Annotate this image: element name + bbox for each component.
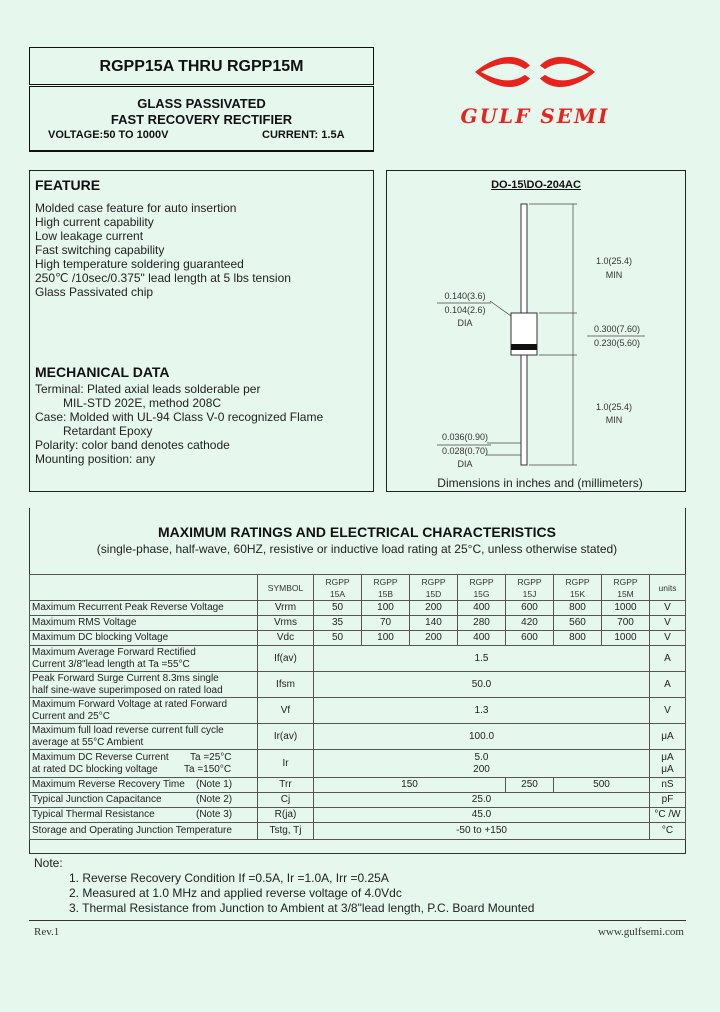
part-header: RGPP 15D bbox=[410, 575, 458, 601]
note-item: 1. Reverse Recovery Condition If =0.5A, Ir =1.0A, Irr =0.25A bbox=[69, 871, 389, 885]
note-item: 3. Thermal Resistance from Junction to Ambient at 3/8"lead length, P.C. Board Mounted bbox=[69, 901, 535, 915]
gulf-semi-logo bbox=[455, 48, 615, 128]
logo-text: GULF SEMI bbox=[460, 104, 610, 128]
symbol-header: SYMBOL bbox=[258, 575, 314, 601]
mechanical-line: MIL-STD 202E, method 208C bbox=[63, 396, 222, 410]
dim-body-len-min: 0.230(5.60) bbox=[593, 338, 641, 348]
table-row: Storage and Operating Junction Temperature Tstg, Tj -50 to +150 °C bbox=[30, 823, 686, 840]
dim-lead-bottom-note: MIN bbox=[605, 415, 623, 425]
dim-body-dia-max: 0.140(3.6) bbox=[444, 291, 486, 301]
dim-lead-dia-min: 0.028(0.70) bbox=[441, 446, 489, 456]
part-range-title: RGPP15A THRU RGPP15M bbox=[99, 58, 304, 75]
part-header: RGPP 15G bbox=[458, 575, 506, 601]
title-box bbox=[29, 47, 374, 85]
table-row: Typical Thermal Resistance (Note 3) R(ja) 45.0 °C /W bbox=[30, 808, 686, 823]
mechanical-line: Case: Molded with UL-94 Class V-0 recognized Flame bbox=[35, 410, 324, 424]
table-row: Maximum DC blocking Voltage Vdc 50 100 200 400 600 800 1000 V bbox=[30, 631, 686, 646]
mechanical-line: Retardant Epoxy bbox=[63, 424, 153, 438]
package-name: DO-15\DO-204AC bbox=[491, 179, 581, 191]
table-header-row bbox=[30, 575, 686, 601]
mechanical-line: Terminal: Plated axial leads solderable per bbox=[35, 382, 261, 396]
current-rating: CURRENT: 1.5A bbox=[262, 129, 345, 141]
table-row: Maximum Recurrent Peak Reverse Voltage Vrrm 50 100 200 400 600 800 1000 V bbox=[30, 601, 686, 616]
feature-item: Fast switching capability bbox=[35, 243, 165, 257]
dim-body-dia-note: DIA bbox=[457, 318, 473, 328]
table-row: Maximum RMS Voltage Vrms 35 70 140 280 420 560 700 V bbox=[30, 616, 686, 631]
ratings-bottom-rule bbox=[29, 853, 686, 854]
package-box bbox=[386, 170, 686, 492]
feature-item: Molded case feature for auto insertion bbox=[35, 201, 237, 215]
revision-label: Rev.1 bbox=[34, 926, 60, 938]
voltage-rating: VOLTAGE:50 TO 1000V bbox=[48, 129, 169, 141]
feature-item: High current capability bbox=[35, 215, 154, 229]
feature-heading: FEATURE bbox=[35, 177, 101, 193]
part-header: RGPP 15M bbox=[602, 575, 650, 601]
dim-lead-top-value: 1.0(25.4) bbox=[595, 256, 633, 266]
mechanical-line: Polarity: color band denotes cathode bbox=[35, 438, 230, 452]
part-header: RGPP 15A bbox=[314, 575, 362, 601]
table-row: Maximum Average Forward Rectified Current 3/8"lead length at Ta =55°C If(av) 1.5 A bbox=[30, 646, 686, 672]
feature-item: Glass Passivated chip bbox=[35, 285, 154, 299]
part-header: RGPP 15B bbox=[362, 575, 410, 601]
dim-body-len-max: 0.300(7.60) bbox=[593, 324, 641, 334]
feature-item: Low leakage current bbox=[35, 229, 144, 243]
param-header bbox=[30, 575, 258, 601]
feature-list bbox=[35, 201, 291, 299]
ratings-table bbox=[29, 574, 686, 840]
dim-lead-bottom-value: 1.0(25.4) bbox=[595, 402, 633, 412]
dim-lead-top-note: MIN bbox=[605, 270, 623, 280]
table-row: Peak Forward Surge Current 8.3ms single half sine-wave superimposed on rated load Ifsm 50.0 A bbox=[30, 672, 686, 698]
ratings-heading: MAXIMUM RATINGS AND ELECTRICAL CHARACTERISTICS bbox=[158, 524, 556, 540]
dim-body-dia-min: 0.104(2.6) bbox=[444, 305, 486, 315]
notes-list bbox=[69, 871, 534, 916]
ratings-subheading: (single-phase, half-wave, 60HZ, resistive or inductive load rating at 25°C, unless otherwise stated) bbox=[96, 542, 618, 556]
feature-item: High temperature soldering guaranteed bbox=[35, 257, 244, 271]
mechanical-heading: MECHANICAL DATA bbox=[35, 364, 170, 380]
footer-rule bbox=[29, 920, 686, 921]
mechanical-line: Mounting position: any bbox=[35, 452, 156, 466]
part-header: RGPP 15J bbox=[506, 575, 554, 601]
dim-lead-dia-note: DIA bbox=[457, 459, 473, 469]
part-header: RGPP 15K bbox=[554, 575, 602, 601]
website-link[interactable]: www.gulfsemi.com bbox=[597, 926, 684, 938]
feature-box bbox=[29, 170, 374, 492]
mechanical-list bbox=[35, 382, 323, 466]
table-row: Typical Junction Capacitance (Note 2) Cj 25.0 pF bbox=[30, 793, 686, 808]
dimensions-caption: Dimensions in inches and (millimeters) bbox=[437, 476, 643, 490]
table-row: Maximum full load reverse current full cycle average at 55°C Ambient Ir(av) 100.0 μA bbox=[30, 724, 686, 750]
note-item: 2. Measured at 1.0 MHz and applied reverse voltage of 4.0Vdc bbox=[69, 886, 402, 900]
subtitle-line1: GLASS PASSIVATED bbox=[137, 96, 266, 111]
feature-item: 250℃ /10sec/0.375" lead length at 5 lbs tension bbox=[35, 271, 291, 285]
dim-lead-dia-max: 0.036(0.90) bbox=[441, 432, 489, 442]
table-row: Maximum Forward Voltage at rated Forward Current and 25°C Vf 1.3 V bbox=[30, 698, 686, 724]
table-row: Maximum Reverse Recovery Time (Note 1) Trr 150 250 500 nS bbox=[30, 778, 686, 793]
table-row: Maximum DC Reverse Current Ta =25°C at rated DC blocking voltage Ta =150°C Ir 5.0 200 μA μA bbox=[30, 750, 686, 778]
notes-heading: Note: bbox=[34, 856, 63, 870]
subtitle-box bbox=[29, 86, 374, 152]
subtitle-line2: FAST RECOVERY RECTIFIER bbox=[110, 112, 293, 127]
units-header: units bbox=[650, 575, 686, 601]
